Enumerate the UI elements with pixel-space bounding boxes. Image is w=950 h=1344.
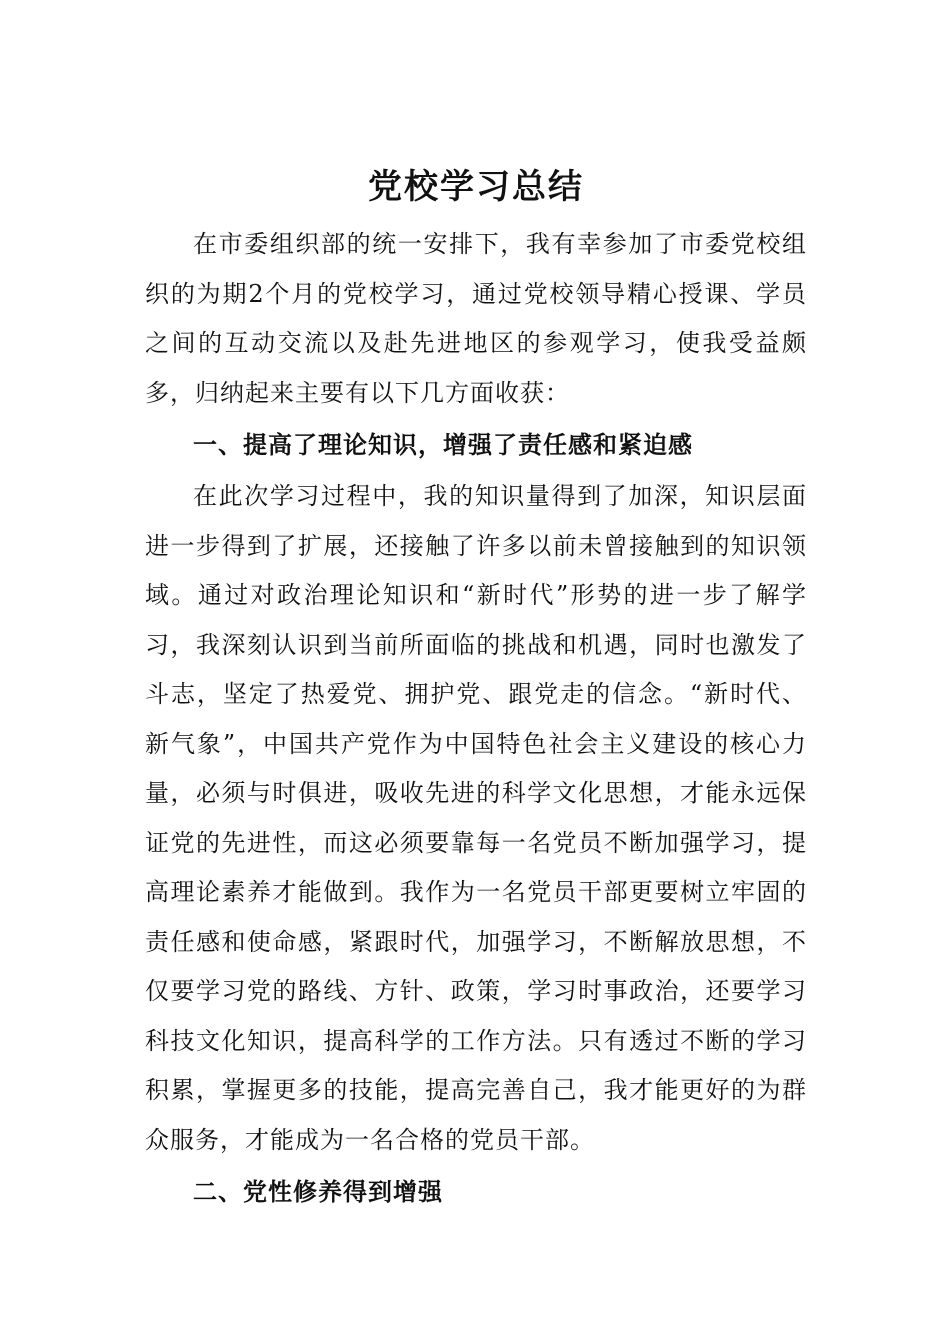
- section-1-paragraph: 在此次学习过程中，我的知识量得到了加深，知识层面进一步得到了扩展，还接触了许多以前未曾接触到的知识领域。通过对政治理论知识和“新时代”形势的进一步了解学习，我深刻认识到当前所面临的挑战和机遇，同时也激发了斗志，坚定了热爱党、拥护党、跟党走的信念。“新时代、新气象”，中国共产党作为中国特色社会主义建设的核心力量，必须与时俱进，吸收先进的科学文化思想，才能永远保证党的先进性，而这必须要靠每一名党员不断加强学习，提高理论素养才能做到。我作为一名党员干部更要树立牢固的责任感和使命感，紧跟时代，加强学习，不断解放思想，不仅要学习党的路线、方针、政策，学习时事政治，还要学习科技文化知识，提高科学的工作方法。只有透过不断的学习积累，掌握更多的技能，提高完善自己，我才能更好的为群众服务，才能成为一名合格的党员干部。: [145, 482, 807, 1154]
- document-title: 党校学习总结: [368, 167, 584, 207]
- document-content: [145, 160, 807, 1217]
- section-2-heading: 二、党性修养得到增强: [193, 1178, 443, 1206]
- intro-paragraph: 在市委组织部的统一安排下，我有幸参加了市委党校组织的为期2个月的党校学习，通过党校领导精心授课、学员之间的互动交流以及赴先进地区的参观学习，使我受益颇多，归纳起来主要有以下几方面收获：: [145, 230, 807, 407]
- section-1-heading: 一、提高了理论知识，增强了责任感和紧迫感: [193, 431, 693, 459]
